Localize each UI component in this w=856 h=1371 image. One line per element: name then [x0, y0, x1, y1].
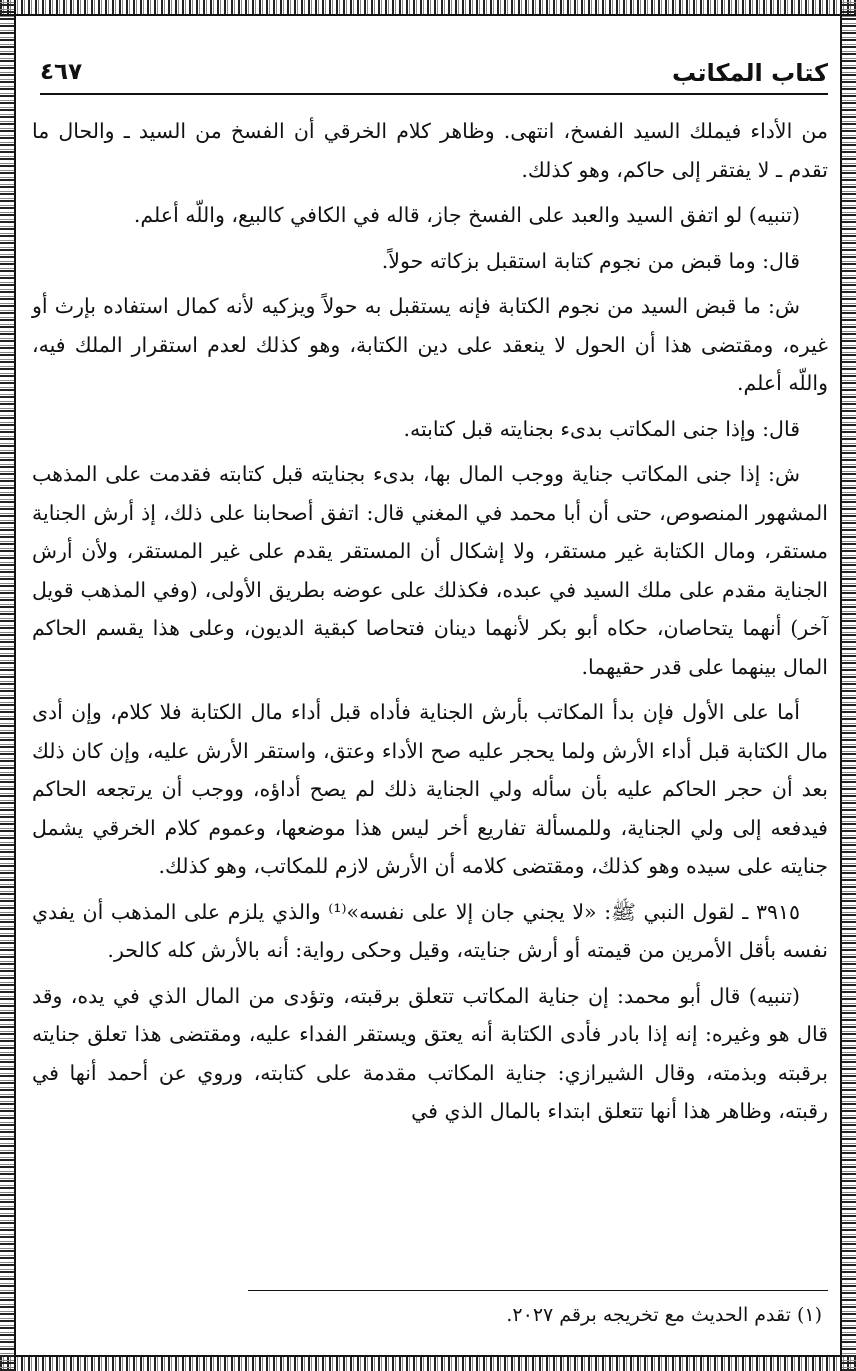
page-number: ٤٦٧	[40, 59, 83, 85]
border-left-ornament	[0, 0, 16, 1371]
footnote: (١) تقدم الحديث مع تخريجه برقم ٢٠٢٧.	[506, 1304, 822, 1326]
page-body	[32, 112, 828, 1138]
paragraph: قال: وما قبض من نجوم كتابة استقبل بزكاته حولاً.	[381, 248, 800, 273]
border-right-ornament	[840, 0, 856, 1371]
chapter-title: كتاب المكاتب	[672, 59, 828, 87]
border-top-ornament	[0, 0, 856, 16]
paragraph: (تنبيه) لو اتفق السيد والعبد على الفسخ جاز، قاله في الكافي كالبيع، واللّه أعلم.	[133, 203, 800, 227]
paragraph: ٣٩١٥ ـ لقول النبي ﷺ: «لا يجني جان إلا على نفسه»⁽¹⁾ والذي يلزم على المذهب أن يفدي نفسه بأقل الأمرين من قيمته أو أرش جنايته، وقيل وحكى رواية: أنه بالأرش كله كالحر.	[32, 899, 828, 962]
paragraph: أما على الأول فإن بدأ المكاتب بأرش الجناية فأداه قبل أداء مال الكتابة فلا كلام، وإن أدى مال الكتابة قبل أداء الأرش ولما يحجر عليه صح الأداء وعتق، واستقر الأرش عليه، وإن كان ذلك بعد أن حجر الحاكم عليه بأن سأله ولي الجناية ذلك لم يصح أداؤه، ووجب أن يرتجعه الحاكم فيدفعه إلى ولي الجناية، وللمسألة تفاريع أخر ليس هذا موضعها، وعموم كلام الخرقي يشمل جنايته على سيده وهو كذلك، ومقتضى كلامه أن الأرش لازم للمكاتب، وهو كذلك.	[32, 700, 828, 878]
paragraph: ش: ما قبض السيد من نجوم الكتابة فإنه يستقبل به حولاً ويزكيه لأنه كمال استفاده بإرث أو غيره، ومقتضى هذا أن الحول لا ينعقد على دين الكتابة، وهو كذلك لعدم استقرار الملك فيه، واللّه أعلم.	[32, 294, 828, 395]
paragraph: ش: إذا جنى المكاتب جناية ووجب المال بها، بدىء بجنايته قبل كتابته فقدمت على المذهب المشهور المنصوص، حتى أن أبا محمد في المغني قال: اتفق أصحابنا على ذلك، إذ أرش الجناية مستقر، ومال الكتابة غير مستقر، ولا إشكال أن المستقر يقدم على غير المستقر، ولأن أرش الجناية مقدم على ملك السيد في عبده، فكذلك على عوضه بطريق الأولى، (وفي المذهب قويل آخر) أنهما يتحاصان، حكاه أبو بكر لأنهما دينان فتحاصا كبقية الديون، وعلى هذا يقسم الحاكم المال بينهما على قدر حقيهما.	[32, 462, 828, 679]
border-bottom-ornament	[0, 1355, 856, 1371]
footnote-divider	[248, 1290, 828, 1291]
paragraph: من الأداء فيملك السيد الفسخ، انتهى. وظاهر كلام الخرقي أن الفسخ من السيد ـ والحال ما تقدم ـ لا يفتقر إلى حاكم، وهو كذلك.	[32, 119, 828, 182]
paragraph: قال: وإذا جنى المكاتب بدىء بجنايته قبل كتابته.	[403, 416, 800, 441]
paragraph: (تنبيه) قال أبو محمد: إن جناية المكاتب تتعلق برقبته، وتؤدى من المال الذي في يده، وقد قال هو وغيره: إنه إذا بادر فأدى الكتابة أنه يعتق ويستقر الفداء عليه، ومقتضى هذا تعلق جنايته برقبته وبذمته، وقال الشيرازي: جناية المكاتب مقدمة على كتابته، وروي عن أحمد أنها في رقبته، وظاهر هذا أنها تتعلق ابتداء بالمال الذي في	[32, 983, 828, 1123]
page-header	[40, 55, 828, 95]
